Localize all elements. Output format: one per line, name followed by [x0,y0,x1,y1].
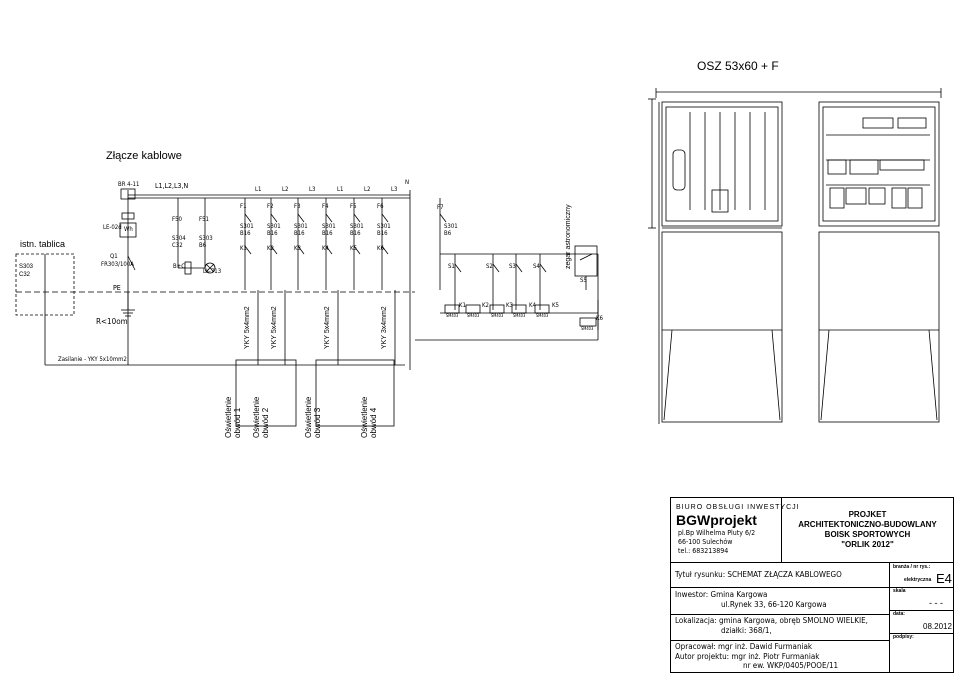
lk-label: LK-713 [203,268,222,275]
existing-panel-label: istn. tablica [20,239,66,249]
coil-k5-type: SM403 [536,313,549,318]
switch-s5: S5 [580,277,587,284]
phase-5: L2 [364,186,371,193]
contactor-2: K2 [267,245,274,252]
project-line-2: ARCHITEKTONICZNO-BUDOWLANY [798,520,937,529]
fuse-5-type: S301 [350,223,364,230]
astronomical-clock [575,246,597,276]
brand-logo: BGWprojekt [676,512,757,528]
f7-type: S301 [444,223,458,230]
coil-k1-type: SM403 [446,313,459,318]
author-1: Opracował: mgr inż. Dawid Furmaniak [675,642,813,651]
fuse-2-name: F2 [267,203,274,210]
contactor-1: K1 [240,245,247,252]
investor-2: ul.Rynek 33, 66-120 Kargowa [721,600,827,609]
ground-label: R<10om [96,317,128,326]
diagram-title: Złącze kablowe [106,150,182,162]
circuit-1: Oświetlenie obwód 1 [224,396,242,438]
fuse-1-rating: B16 [240,230,251,237]
fuse-5-name: F5 [350,203,357,210]
contactor-5: K5 [350,245,357,252]
fuse-6-name: F6 [377,203,384,210]
fuse-4-name: F4 [322,203,329,210]
coil-k1: K1 [459,302,466,309]
fuse-4-rating: B16 [322,230,333,237]
f50-type: S304 [172,235,186,242]
scale-label: skala [893,588,906,594]
old-breaker-type: S303 [19,264,34,270]
f51-name: F51 [199,216,209,223]
branch-label: branża / nr rys.: [893,564,931,570]
cable-3: YKY 5x4mm2 [324,306,331,349]
title-block [670,497,954,673]
fuse-3-rating: B16 [294,230,305,237]
office-name: BIURO OBSŁUGI INWESTYCJI [676,504,800,511]
cabinet-title: OSZ 53x60 + F [697,59,779,73]
coil-k3-type: SM403 [491,313,504,318]
switch-s2: S2 [486,263,493,270]
q1-type: FR303/100A [101,261,134,268]
coil-k5: K5 [552,302,559,309]
project-line-1: PROJKET [848,510,887,519]
fuse-5-rating: B16 [350,230,361,237]
coil-k4-type: SM403 [513,313,526,318]
address-line-1: pl.Bp Wilhelma Pluty 6/2 [678,529,756,537]
pe-label: PE [113,284,121,292]
fuse-3-type: S301 [294,223,308,230]
neutral-label: N [405,179,410,186]
f50-name: F50 [172,216,182,223]
switch-s4: S4 [533,263,540,270]
date-value: 08.2012 [923,622,952,631]
cable-4: YKY 3x4mm2 [381,306,388,349]
project-line-3: BOISK SPORTOWYCH [824,530,911,539]
cabinet-drawing [648,88,941,424]
scale-value: - - - [929,598,943,608]
fuse-1-name: F1 [240,203,247,210]
drawing-title: Tytuł rysunku: SCHEMAT ZŁĄCZA KABLOWEGO [675,570,842,579]
project-line-4: "ORLIK 2012" [841,540,894,549]
phase-4: L1 [337,186,344,193]
drawing-number: E4 [936,571,952,586]
fuse-3-name: F3 [294,203,301,210]
bc-label: B+C [173,263,185,270]
coil-k6-type: SM403 [581,326,594,331]
q1-label: Q1 [110,253,118,260]
fuse-2-rating: B16 [267,230,278,237]
clock-label: zegar astronomiczny [565,204,572,269]
coil-k2-type: SM403 [467,313,480,318]
phone: tel.: 683213894 [678,547,729,555]
circuit-2: Oświetlenie obwód 2 [252,396,270,438]
phase-1: L1 [255,186,262,193]
br-label: BR 4-11 [118,181,140,188]
coil-k3: K3 [506,302,513,309]
wh-label: Wh [124,226,133,233]
f7-name: F7 [437,204,444,211]
f51-type: S303 [199,235,213,242]
signatures-label: podpisy: [893,634,914,640]
le-label: LE-02d [103,224,122,231]
author-3: nr ew. WKP/0405/POOE/11 [743,661,839,670]
bus-label: L1,L2,L3,N [155,182,189,190]
coil-k6: K6 [596,315,603,322]
circuit-3: Oświetlenie obwód 3 [304,396,322,438]
switch-s1: S1 [448,263,455,270]
cable-2: YKY 5x4mm2 [271,306,278,349]
f7-rating: B6 [444,230,452,237]
location-2: działki: 368/1, [721,626,772,635]
circuit-box-3-4 [316,360,394,426]
contactor-4: K4 [322,245,329,252]
contactor-3: K3 [294,245,301,252]
phase-6: L3 [391,186,398,193]
coil-k4: K4 [529,302,536,309]
contactor-6: K6 [377,245,384,252]
address-line-2: 66-100 Sulechów [678,538,733,546]
circuit-4: Oświetlenie obwód 4 [360,396,378,438]
fuse-6-rating: B16 [377,230,388,237]
branch-value: elektryczna [904,577,932,583]
fuse-6-type: S301 [377,223,391,230]
f50-rating: C32 [172,242,183,249]
fuse-2-type: S301 [267,223,281,230]
switch-s3: S3 [509,263,516,270]
f51-rating: B6 [199,242,207,249]
fuse-4-type: S301 [322,223,336,230]
cable-1: YKY 5x4mm2 [244,306,251,349]
fuse-1-type: S301 [240,223,254,230]
supply-label: Zasilanie - YKY 5x10mm2 [58,356,127,363]
phase-2: L2 [282,186,289,193]
old-breaker-rating: C32 [19,272,31,278]
date-label: data: [893,611,905,617]
author-2: Autor projektu: mgr inż. Piotr Furmaniak [675,652,820,661]
phase-3: L3 [309,186,316,193]
investor-1: Inwestor: Gmina Kargowa [675,590,768,599]
location-1: Lokalizacja: gmina Kargowa, obręb SMOLNO WIELKIE, [675,616,868,625]
coil-k2: K2 [482,302,489,309]
